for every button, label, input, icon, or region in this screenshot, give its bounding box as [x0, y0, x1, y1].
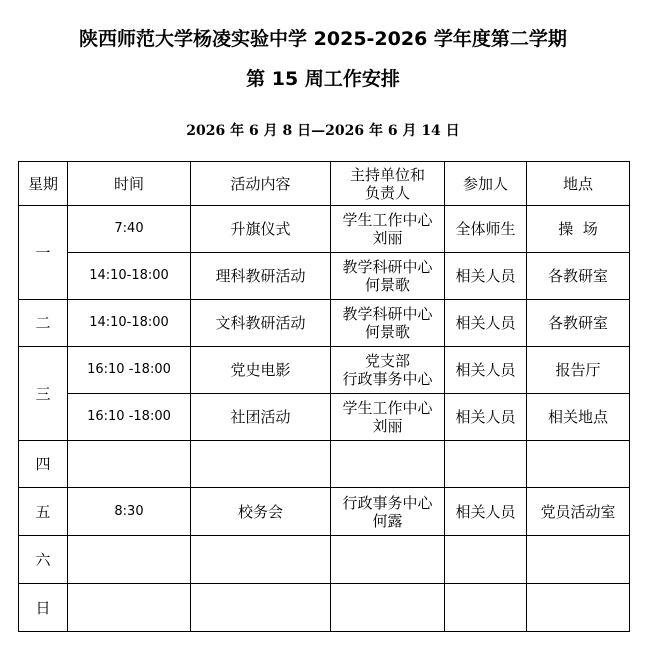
host-person: 刘丽	[372, 229, 403, 247]
time-cell: 16:10 -18:00	[68, 394, 191, 441]
location-cell: 操 场	[527, 206, 630, 253]
table-row	[19, 300, 630, 347]
activity-cell: 社团活动	[191, 394, 331, 441]
table-row	[19, 394, 630, 441]
host-person: 何景歌	[364, 276, 410, 294]
time-cell: 16:10 -18:00	[68, 347, 191, 394]
document-title: 陕西师范大学杨凌实验中学 2025-2026 学年度第二学期	[79, 28, 567, 50]
location-cell	[527, 441, 630, 488]
participants-cell: 相关人员	[445, 253, 527, 300]
location-cell: 各教研室	[527, 253, 630, 300]
weekday-cell-sun: 日	[19, 584, 68, 632]
time-cell: 14:10-18:00	[68, 253, 191, 300]
time-cell	[68, 536, 191, 584]
weekday-cell-fri: 五	[19, 488, 68, 536]
weekday-cell-thu: 四	[19, 441, 68, 488]
table-row	[19, 584, 630, 632]
time-cell: 14:10-18:00	[68, 300, 191, 347]
host-cell	[331, 300, 445, 347]
document-subtitle: 第 15 周工作安排	[246, 68, 400, 90]
activity-cell: 文科教研活动	[191, 300, 331, 347]
activity-cell: 理科教研活动	[191, 253, 331, 300]
column-header-participants: 参加人	[445, 162, 527, 206]
time-cell: 8:30	[68, 488, 191, 536]
column-header-location: 地点	[527, 162, 630, 206]
time-cell	[68, 441, 191, 488]
activity-cell	[191, 536, 331, 584]
host-cell	[331, 253, 445, 300]
weekday-cell-tue: 二	[19, 300, 68, 347]
location-cell	[527, 584, 630, 632]
host-cell	[331, 488, 445, 536]
participants-cell: 相关人员	[445, 488, 527, 536]
table-row	[19, 347, 630, 394]
location-cell: 各教研室	[527, 300, 630, 347]
host-unit: 学生工作中心	[342, 211, 433, 229]
date-range: 2026 年 6 月 8 日—2026 年 6 月 14 日	[186, 123, 460, 139]
participants-cell	[445, 441, 527, 488]
time-cell: 7:40	[68, 206, 191, 253]
location-cell: 相关地点	[527, 394, 630, 441]
table-row	[19, 206, 630, 253]
table-row	[19, 253, 630, 300]
activity-cell	[191, 441, 331, 488]
host-unit: 教学科研中心	[342, 258, 433, 276]
host-unit: 教学科研中心	[342, 305, 433, 323]
schedule-table	[18, 161, 630, 632]
host-unit: 党支部	[364, 352, 410, 370]
weekday-cell-mon: 一	[19, 206, 68, 300]
participants-cell: 相关人员	[445, 347, 527, 394]
host-cell	[331, 584, 445, 632]
location-cell: 党员活动室	[527, 488, 630, 536]
host-person: 何露	[372, 511, 403, 530]
host-unit: 行政事务中心	[342, 493, 433, 512]
host-cell	[331, 441, 445, 488]
column-header-time: 时间	[68, 162, 191, 206]
column-header-activity: 活动内容	[191, 162, 331, 206]
host-unit: 学生工作中心	[342, 399, 433, 417]
participants-cell	[445, 536, 527, 584]
table-row	[19, 441, 630, 488]
table-row	[19, 536, 630, 584]
time-cell	[68, 584, 191, 632]
host-cell	[331, 394, 445, 441]
column-header-host-line1: 主持单位和	[349, 165, 425, 184]
participants-cell	[445, 584, 527, 632]
column-header-weekday: 星期	[19, 162, 68, 206]
activity-cell: 党史电影	[191, 347, 331, 394]
weekday-cell-sat: 六	[19, 536, 68, 584]
participants-cell: 全体师生	[445, 206, 527, 253]
table-row	[19, 488, 630, 536]
host-cell	[331, 206, 445, 253]
activity-cell	[191, 584, 331, 632]
column-header-host	[331, 162, 445, 206]
host-cell	[331, 347, 445, 394]
host-cell	[331, 536, 445, 584]
participants-cell: 相关人员	[445, 300, 527, 347]
host-person: 何景歌	[364, 323, 410, 341]
weekday-cell-wed: 三	[19, 347, 68, 441]
column-header-host-line2: 负责人	[364, 183, 410, 202]
location-cell: 报告厅	[527, 347, 630, 394]
participants-cell: 相关人员	[445, 394, 527, 441]
activity-cell: 升旗仪式	[191, 206, 331, 253]
table-header-row	[19, 162, 630, 206]
location-cell	[527, 536, 630, 584]
host-person: 行政事务中心	[342, 370, 433, 388]
activity-cell: 校务会	[191, 488, 331, 536]
host-person: 刘丽	[372, 417, 403, 435]
